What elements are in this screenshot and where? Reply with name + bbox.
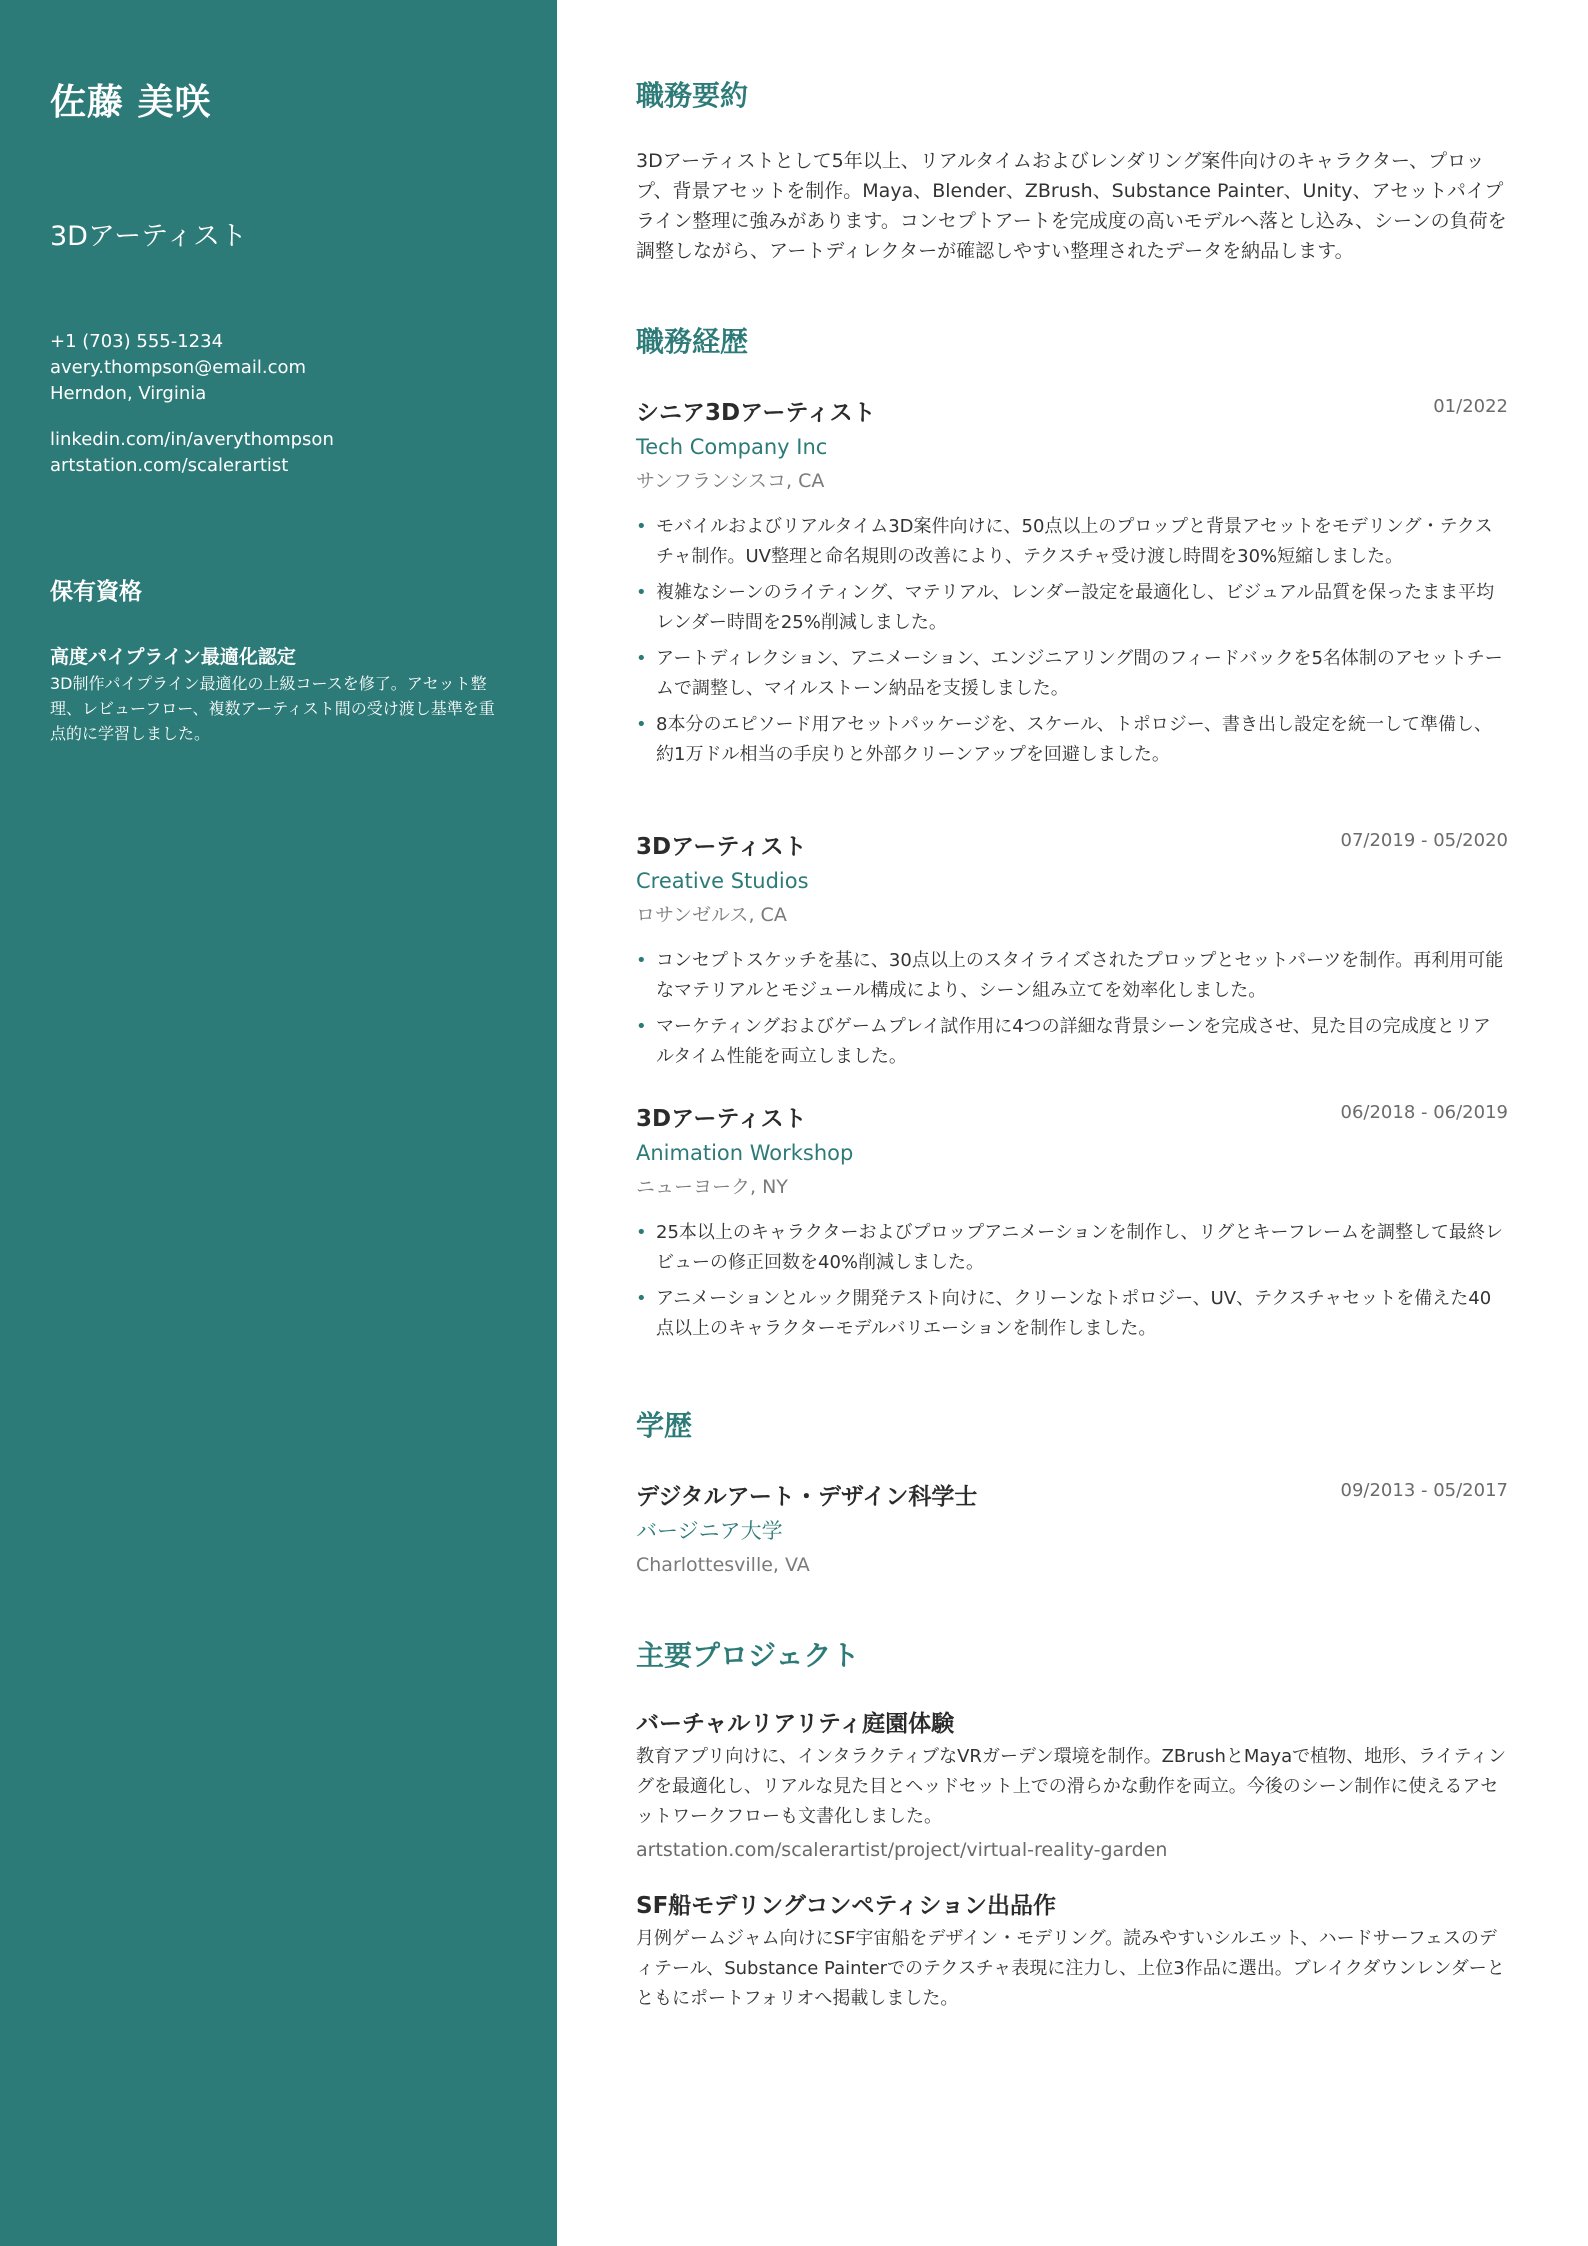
- certification-description: 3D制作パイプライン最適化の上級コースを修了。アセット整理、レビューフロー、複数アーティスト間の受け渡し基準を重点的に学習しました。: [50, 674, 495, 743]
- job-location: ニューヨーク, NY: [636, 1176, 788, 1198]
- bullet-icon: •: [636, 1016, 647, 1037]
- education-heading: 学歴: [636, 1409, 693, 1442]
- bullet-icon: •: [636, 1222, 647, 1243]
- job-bullets: [636, 1218, 1508, 1344]
- profile-links: [50, 427, 334, 479]
- bullet-icon: •: [636, 714, 647, 735]
- job-location: ロサンゼルス, CA: [636, 904, 787, 926]
- certification-title: 高度パイプライン最適化認定: [50, 646, 296, 668]
- job-bullet: • モバイルおよびリアルタイム3D案件向けに、50点以上のプロップと背景アセットをモデリング・テクスチャ制作。UV整理と命名規則の改善により、テクスチャ受け渡し時間を30%短縮しました。: [636, 512, 1508, 572]
- experience-heading: 職務経歴: [636, 325, 749, 358]
- project-title: SF船モデリングコンペティション出品作: [636, 1893, 1057, 1919]
- company-name: Animation Workshop: [636, 1141, 854, 1165]
- company-name: Creative Studios: [636, 869, 809, 893]
- job-bullet: • マーケティングおよびゲームプレイ試作用に4つの詳細な背景シーンを完成させ、見た目の完成度とリアルタイム性能を両立しました。: [636, 1012, 1508, 1072]
- project-title: バーチャルリアリティ庭園体験: [636, 1711, 955, 1737]
- project-link[interactable]: artstation.com/scalerartist/project/virtual-reality-garden: [636, 1839, 1168, 1861]
- bullet-icon: •: [636, 516, 647, 537]
- job-date: 06/2018 - 06/2019: [1340, 1102, 1508, 1123]
- school-location: Charlottesville, VA: [636, 1554, 810, 1576]
- degree-title: デジタルアート・デザイン科学士: [636, 1484, 978, 1510]
- job-bullet: • アートディレクション、アニメーション、エンジニアリング間のフィードバックを5名体制のアセットチームで調整し、マイルストーン納品を支援しました。: [636, 644, 1508, 704]
- school-name: バージニア大学: [636, 1519, 783, 1543]
- bullet-icon: •: [636, 582, 647, 603]
- job-bullet: • 複雑なシーンのライティング、マテリアル、レンダー設定を最適化し、ビジュアル品質を保ったまま平均レンダー時間を25%削減しました。: [636, 578, 1508, 638]
- job-bullet: • アニメーションとルック開発テスト向けに、クリーンなトポロジー、UV、テクスチャセットを備えた40点以上のキャラクターモデルバリエーションを制作しました。: [636, 1284, 1508, 1344]
- job-bullets: [636, 946, 1508, 1072]
- home-location: Herndon, Virginia: [50, 383, 207, 404]
- project-item: [636, 1888, 1508, 2014]
- job-bullet: • 25本以上のキャラクターおよびプロップアニメーションを制作し、リグとキーフレームを調整して最終レビューの修正回数を40%削減しました。: [636, 1218, 1508, 1278]
- project-description: 教育アプリ向けに、インタラクティブなVRガーデン環境を制作。ZBrushとMayaで植物、地形、ライティングを最適化し、リアルな見た目とヘッドセット上での滑らかな動作を両立。今後のシーン制作に使えるアセットワークフローも文書化しました。: [636, 1746, 1507, 1827]
- company-name: Tech Company Inc: [636, 435, 828, 459]
- project-item: [636, 1706, 1508, 1868]
- education-date: 09/2013 - 05/2017: [1340, 1480, 1508, 1501]
- job-entry: [636, 394, 1508, 776]
- summary-heading: 職務要約: [636, 79, 749, 112]
- education-entry: [636, 1478, 1508, 1582]
- candidate-name: 佐藤 美咲: [50, 82, 212, 123]
- job-entry: [636, 828, 1508, 1078]
- email-address[interactable]: avery.thompson@email.com: [50, 357, 307, 378]
- job-date: 01/2022: [1433, 396, 1508, 417]
- sidebar: [0, 0, 557, 2246]
- job-title: 3Dアーティスト: [636, 834, 807, 860]
- job-bullets: [636, 512, 1508, 770]
- contact-info: [50, 329, 306, 407]
- certifications-heading: 保有資格: [50, 579, 142, 605]
- job-location: サンフランシスコ, CA: [636, 470, 825, 492]
- certification-item: [50, 643, 508, 746]
- bullet-icon: •: [636, 648, 647, 669]
- bullet-icon: •: [636, 1288, 647, 1309]
- job-title: シニア3Dアーティスト: [636, 400, 876, 426]
- project-description: 月例ゲームジャム向けにSF宇宙船をデザイン・モデリング。読みやすいシルエット、ハードサーフェスのディテール、Substance Painterでのテクスチャ表現に注力し、上位3作品に選出。ブレイクダウンレンダーとともにポートフォリオへ掲載しました。: [636, 1928, 1505, 2009]
- artstation-link[interactable]: artstation.com/scalerartist: [50, 455, 289, 476]
- job-bullet: • 8本分のエピソード用アセットパッケージを、スケール、トポロジー、書き出し設定を統一して準備し、約1万ドル相当の手戻りと外部クリーンアップを回避しました。: [636, 710, 1508, 770]
- bullet-icon: •: [636, 950, 647, 971]
- candidate-role: 3Dアーティスト: [50, 221, 247, 252]
- linkedin-link[interactable]: linkedin.com/in/averythompson: [50, 429, 334, 450]
- job-date: 07/2019 - 05/2020: [1340, 830, 1508, 851]
- phone-number: +1 (703) 555-1234: [50, 331, 224, 352]
- summary-text: 3Dアーティストとして5年以上、リアルタイムおよびレンダリング案件向けのキャラクター、プロップ、背景アセットを制作。Maya、Blender、ZBrush、Substance Painter、Unity、アセットパイプライン整理に強みがあります。コンセプトアートを完成度の高いモデルへ落とし込み、シーンの負荷を調整しながら、アートディレクターが確認しやすい整理されたデータを納品します。: [636, 150, 1507, 262]
- job-bullet: • コンセプトスケッチを基に、30点以上のスタイライズされたプロップとセットパーツを制作。再利用可能なマテリアルとモジュール構成により、シーン組み立てを効率化しました。: [636, 946, 1508, 1006]
- job-title: 3Dアーティスト: [636, 1106, 807, 1132]
- job-entry: [636, 1100, 1508, 1350]
- projects-heading: 主要プロジェクト: [636, 1639, 860, 1672]
